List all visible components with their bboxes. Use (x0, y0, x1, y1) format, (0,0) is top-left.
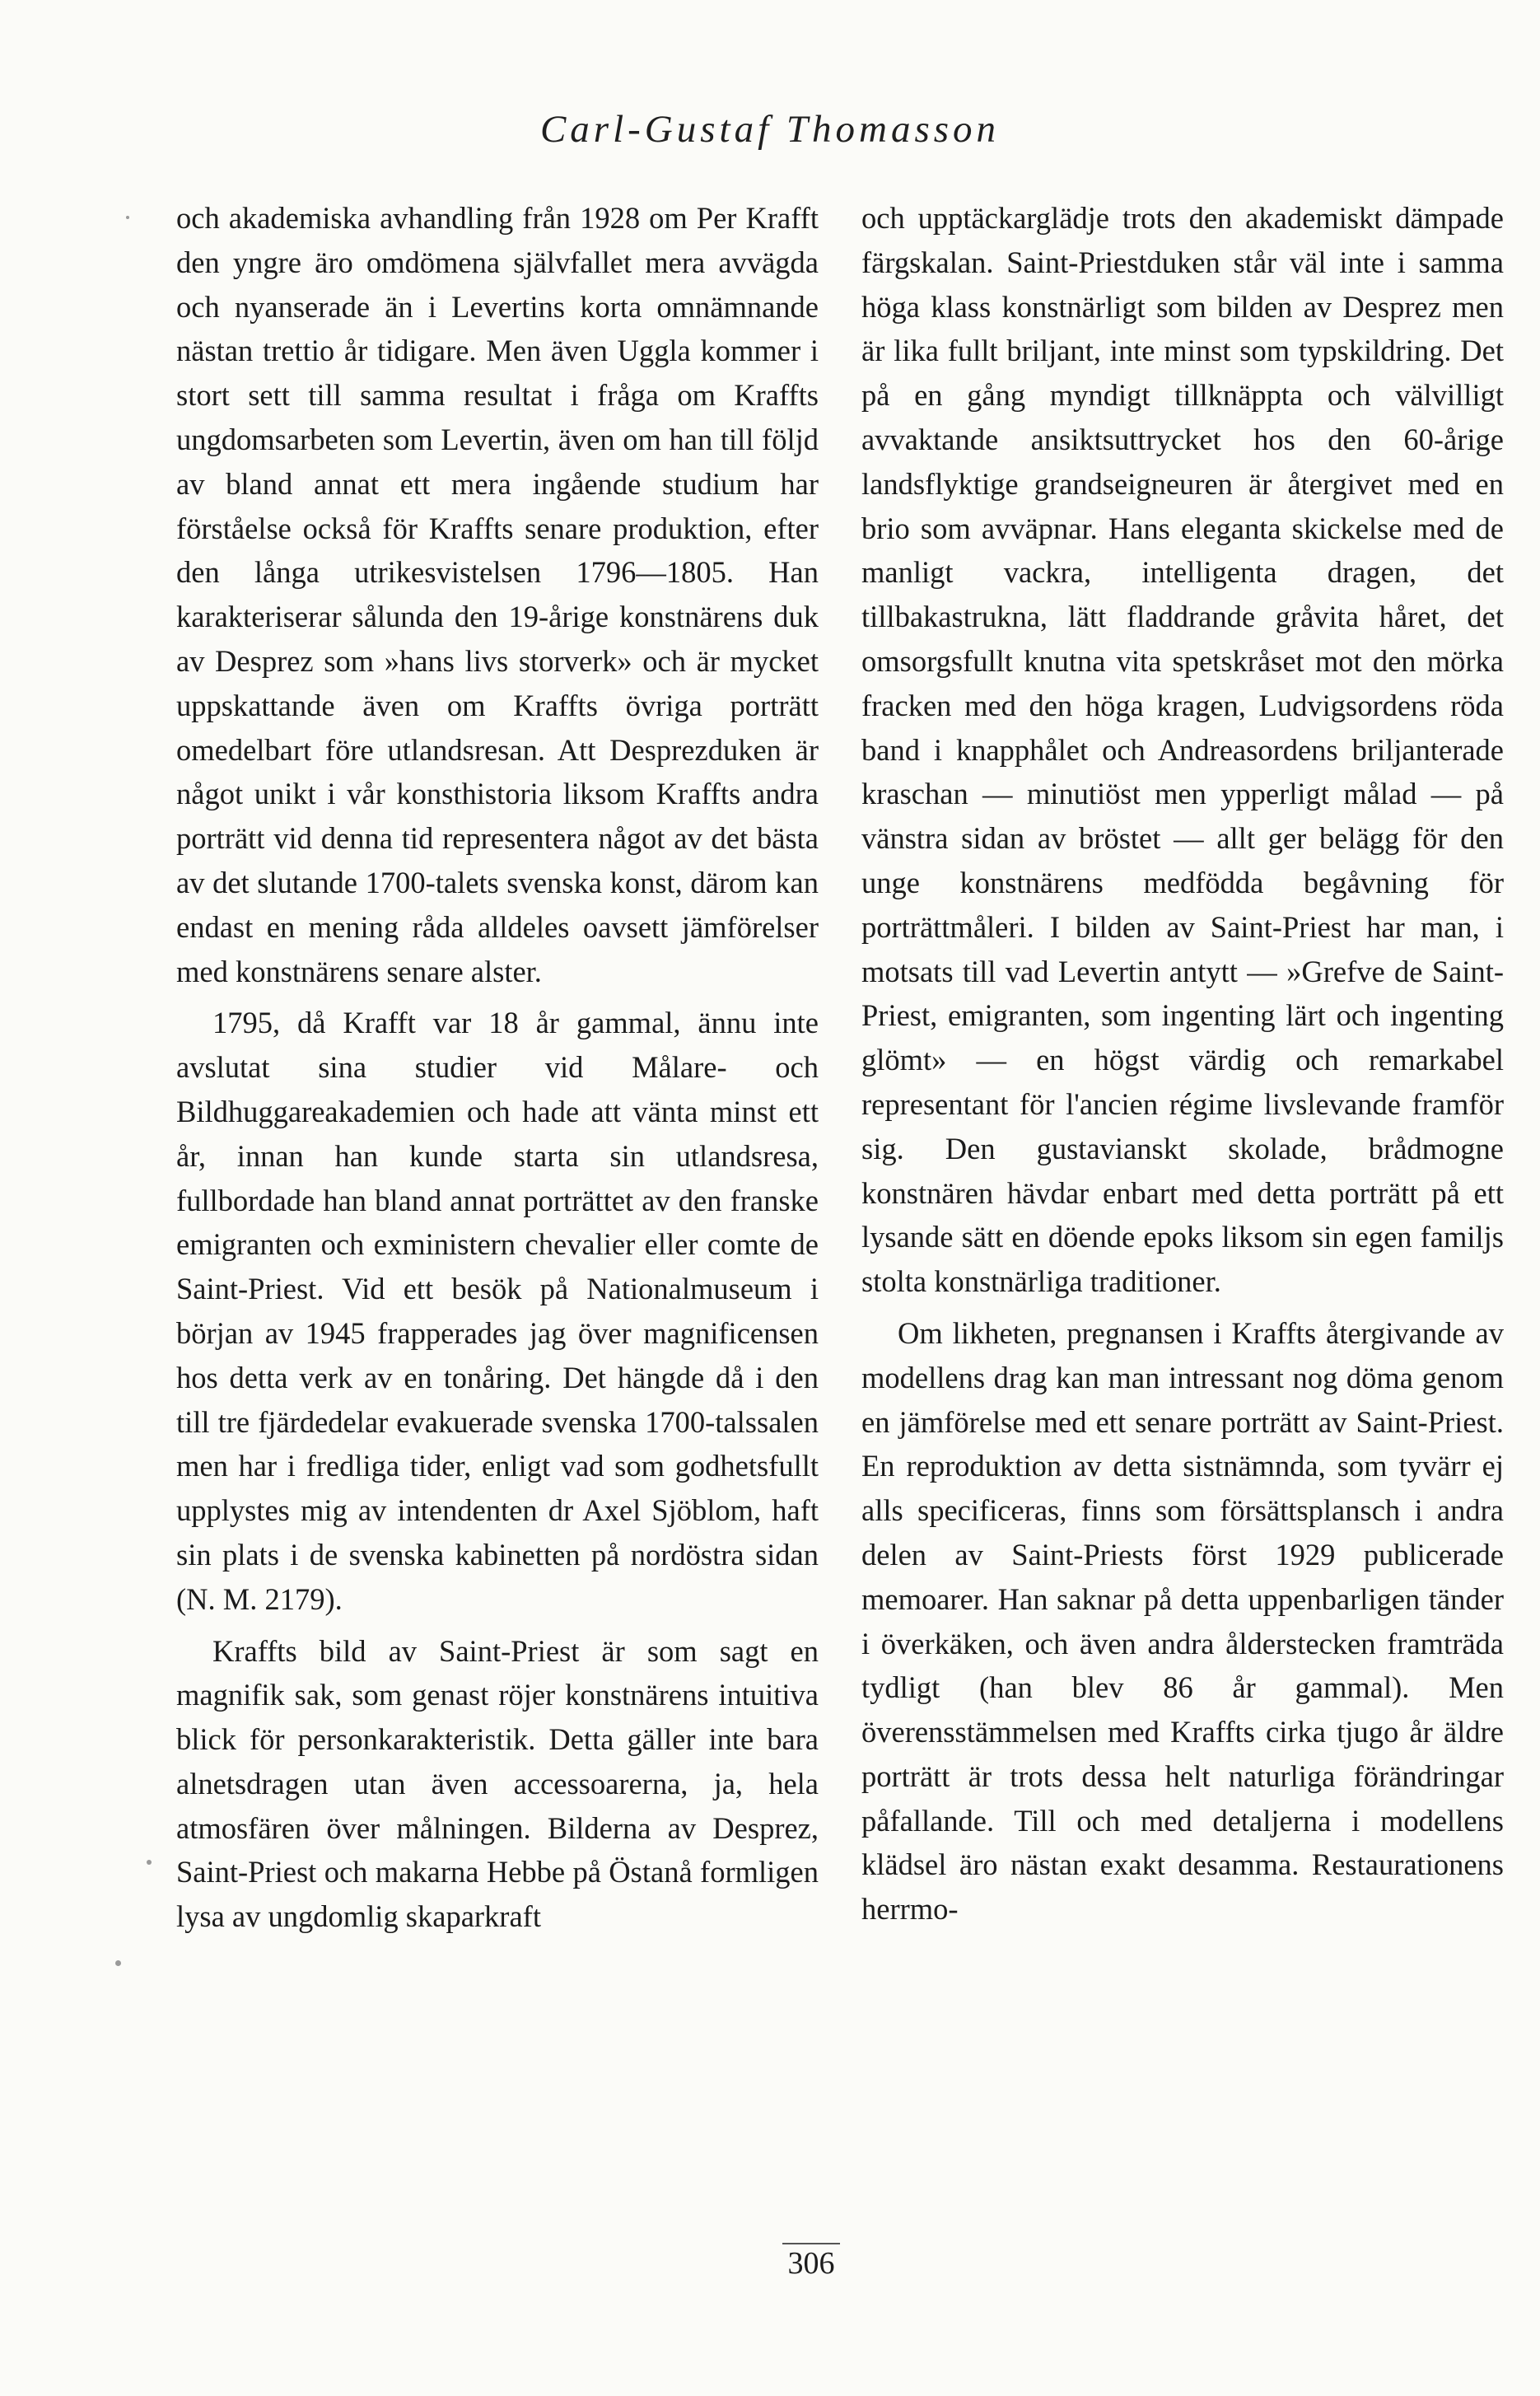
scan-speck (126, 216, 129, 219)
scan-speck (147, 1860, 152, 1865)
page-number-rule (782, 2243, 840, 2244)
left-paragraph-2: 1795, då Krafft var 18 år gammal, ännu inte avslutat sina studier vid Målare- och Bildhuggareakademien och hade att vänta minst ett år, innan han kunde starta sin utlandsresa, fullbordade han bland annat porträttet av den franske emigranten och exministern chevalier eller comte de Saint-Priest. Vid ett besök på Nationalmuseum i början av 1945 frapperades jag över magnificensen hos detta verk av en tonåring. Det hängde då i den till tre fjärdedelar evakuerade svenska 1700-talssalen men har i fredliga tider, enligt vad som godhetsfullt upplystes mig av intendenten dr Axel Sjöblom, haft sin plats i de svenska kabinetten på nordöstra sidan (N. M. 2179). (176, 1006, 819, 1616)
right-paragraph-1: och upptäckarglädje trots den akademiskt dämpade färgskalan. Saint-Priestduken står väl inte i samma höga klass konstnärligt som bilden av Desprez men är lika fullt briljant, inte minst som typskildring. Det på en gång myndigt tillknäppta och välvilligt avvaktande ansiktsuttrycket hos den 60-årige landsflyktige grandseigneuren är återgivet med en brio som avväpnar. Hans eleganta skickelse med de manligt vackra, intelligenta dragen, det tillbakastrukna, lätt fladdrande gråvita håret, det omsorgsfullt knutna vita spetskråset mot den mörka fracken med den höga kragen, Ludvigsordens röda band i knapphålet och Andreasordens briljanterade kraschan — minutiöst men ypperligt målad — på vänstra sidan av bröstet — allt ger belägg för den unge konstnärens medfödda begåvning för porträttmåleri. I bilden av Saint-Priest har man, i motsats till vad Levertin antytt — »Grefve de Saint-Priest, emigranten, som ingenting lärt och ingenting glömt» — en högst värdig och remarkabel representant för l'ancien régime livslevande framför sig. Den gustavianskt skolade, brådmogne konstnären hävdar enbart med detta porträtt på ett lysande sätt en döende epoks liksom sin egen familjs stolta konstnärliga traditioner. (861, 201, 1504, 1299)
right-column (861, 196, 1504, 1931)
left-paragraph-3: Kraffts bild av Saint-Priest är som sagt en magnifik sak, som genast röjer konstnärens intuitiva blick för personkarakteristik. Detta gäller inte bara alnetsdragen utan även accessoarerna, ja, hela atmosfären över målningen. Bilderna av Desprez, Saint-Priest och makarna Hebbe på Östanå formligen lysa av ungdomlig skaparkraft (176, 1633, 819, 1934)
running-head: Carl-Gustaf Thomasson (539, 108, 1001, 151)
left-column (176, 196, 819, 1939)
page-number: 306 (787, 2246, 835, 2281)
right-paragraph-2: Om likheten, pregnansen i Kraffts återgivande av modellens drag kan man intressant nog döma genom en jämförelse med ett senare porträtt av Saint-Priest. En reproduktion av detta sistnämnda, som tyvärr ej alls specificeras, finns som försättsplansch i andra delen av Saint-Priests först 1929 publicerade memoarer. Han saknar på detta uppenbarligen tänder i överkäken, och även andra ålderstecken framträda tydligt (han blev 86 år gammal). Men överensstämmelsen med Kraffts cirka tjugo år äldre porträtt är trots dessa helt naturliga förändringar påfallande. Till och med detaljerna i modellens klädsel äro nästan exakt desamma. Restaurationens herrmo- (861, 1315, 1504, 1927)
scan-speck (115, 1960, 121, 1966)
left-paragraph-1: och akademiska avhandling från 1928 om Per Krafft den yngre äro omdömena självfallet mera avvägda och nyanserade än i Levertins korta omnämnande nästan trettio år tidigare. Men även Uggla kommer i stort sett till samma resultat i fråga om Kraffts ungdomsarbeten som Levertin, även om han till följd av bland annat ett mera ingående studium har förståelse också för Kraffts senare produktion, efter den långa utrikesvistelsen 1796—1805. Han karakteriserar sålunda den 19-årige konstnärens duk av Desprez som »hans livs storverk» och är mycket uppskattande även om Kraffts övriga porträtt omedelbart före utlandsresan. Att Desprezduken är något unikt i vår konsthistoria liksom Kraffts andra porträtt vid denna tid representera något av det bästa av det slutande 1700-talets svenska konst, därom kan endast en mening råda alldeles oavsett jämförelser med konstnärens senare alster. (176, 201, 819, 988)
